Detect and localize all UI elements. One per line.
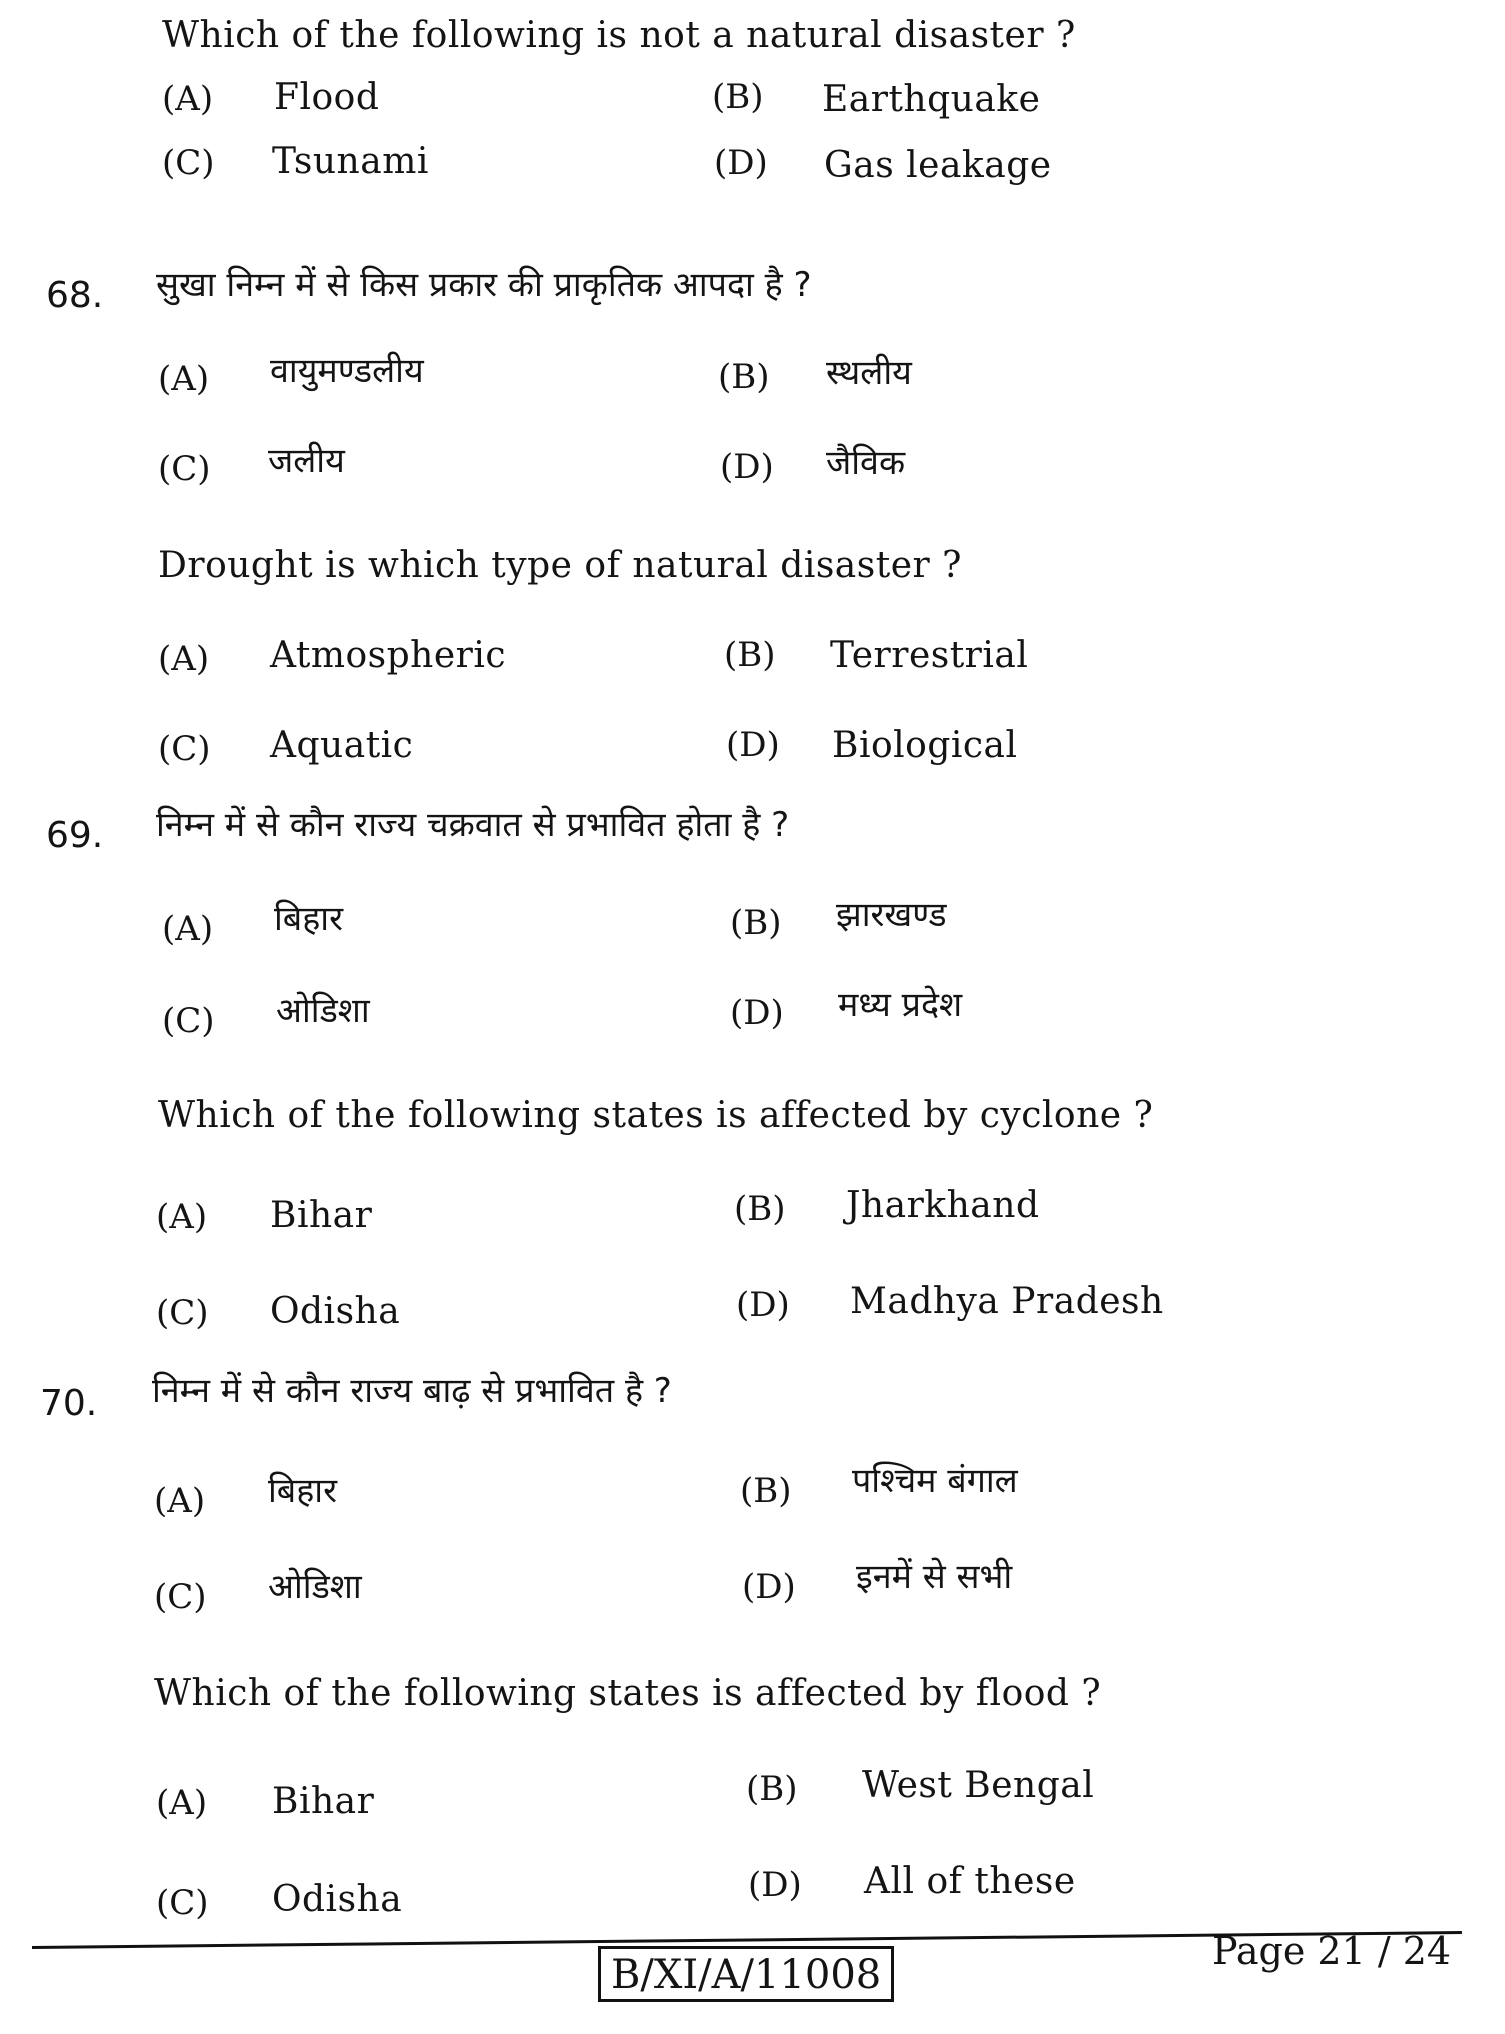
option-label-b: (B) [730,903,782,943]
option-label-a: (A) [158,639,210,679]
option-label-c: (C) [154,1577,207,1617]
option-text-a: Bihar [272,1781,375,1822]
option-text-b: पश्चिम बंगाल [852,1461,1018,1501]
paper-code-box: B/XI/A/11008 [598,1946,894,2002]
page-number: Page 21 / 24 [1212,1929,1452,1973]
option-text-a: Bihar [270,1195,373,1236]
question-69-hindi-text: निम्न में से कौन राज्य चक्रवात से प्रभावित होता है ? [156,805,790,845]
option-text-c: Aquatic [270,725,414,766]
option-text-c: ओडिशा [276,991,370,1031]
option-text-c: Odisha [270,1291,401,1332]
option-label-d: (D) [742,1567,796,1607]
option-text-c: ओडिशा [268,1567,362,1607]
option-label-a: (A) [154,1481,206,1521]
option-text-c: Odisha [272,1879,403,1920]
option-label-d: (D) [726,725,780,765]
option-label-d: (D) [730,993,784,1033]
option-label-a: (A) [156,1197,208,1237]
option-text-b: Terrestrial [830,635,1029,676]
option-text-c: Tsunami [272,141,429,182]
option-label-b: (B) [724,635,776,675]
question-68-english-text: Drought is which type of natural disaster ? [158,545,962,586]
option-text-c: जलीय [268,441,345,481]
option-label-b: (B) [712,77,764,117]
option-label-b: (B) [740,1471,792,1511]
option-text-d: Madhya Pradesh [850,1281,1164,1322]
option-text-a: वायुमण्डलीय [270,351,424,391]
option-text-b: Earthquake [822,79,1041,120]
option-text-d: जैविक [826,443,906,483]
option-text-d: Gas leakage [824,145,1052,186]
option-text-b: Jharkhand [846,1185,1040,1226]
option-label-b: (B) [746,1769,798,1809]
option-label-c: (C) [156,1293,209,1333]
option-label-d: (D) [720,447,774,487]
option-text-d: Biological [832,725,1018,766]
option-label-b: (B) [734,1189,786,1229]
option-label-d: (D) [748,1865,802,1905]
option-text-d: मध्य प्रदेश [838,985,963,1025]
option-label-c: (C) [156,1883,209,1923]
option-label-a: (A) [162,79,214,119]
option-text-b: स्थलीय [826,353,912,393]
option-label-c: (C) [162,143,215,183]
option-text-a: Atmospheric [270,635,507,676]
option-label-c: (C) [162,1001,215,1041]
option-text-b: West Bengal [862,1765,1095,1806]
question-number-68: 68. [46,275,104,316]
option-text-a: बिहार [268,1471,337,1511]
option-text-d: All of these [864,1861,1076,1902]
option-label-d: (D) [736,1285,790,1325]
option-text-a: बिहार [274,899,343,939]
question-number-70: 70. [40,1383,98,1424]
question-70-english-text: Which of the following states is affected by flood ? [154,1673,1102,1714]
option-text-b: झारखण्ड [836,895,947,935]
question-67-english-text: Which of the following is not a natural disaster ? [162,15,1076,56]
option-label-a: (A) [156,1783,208,1823]
option-text-d: इनमें से सभी [856,1557,1013,1597]
option-label-b: (B) [718,357,770,397]
option-label-a: (A) [162,909,214,949]
question-70-hindi-text: निम्न में से कौन राज्य बाढ़ से प्रभावित है ? [152,1371,672,1411]
option-label-a: (A) [158,359,210,399]
option-label-d: (D) [714,143,768,183]
option-text-a: Flood [274,77,380,118]
option-label-c: (C) [158,449,211,489]
question-68-hindi-text: सुखा निम्न में से किस प्रकार की प्राकृतिक आपदा है ? [156,265,812,305]
question-number-69: 69. [46,815,104,856]
question-69-english-text: Which of the following states is affected by cyclone ? [158,1095,1154,1136]
option-label-c: (C) [158,729,211,769]
